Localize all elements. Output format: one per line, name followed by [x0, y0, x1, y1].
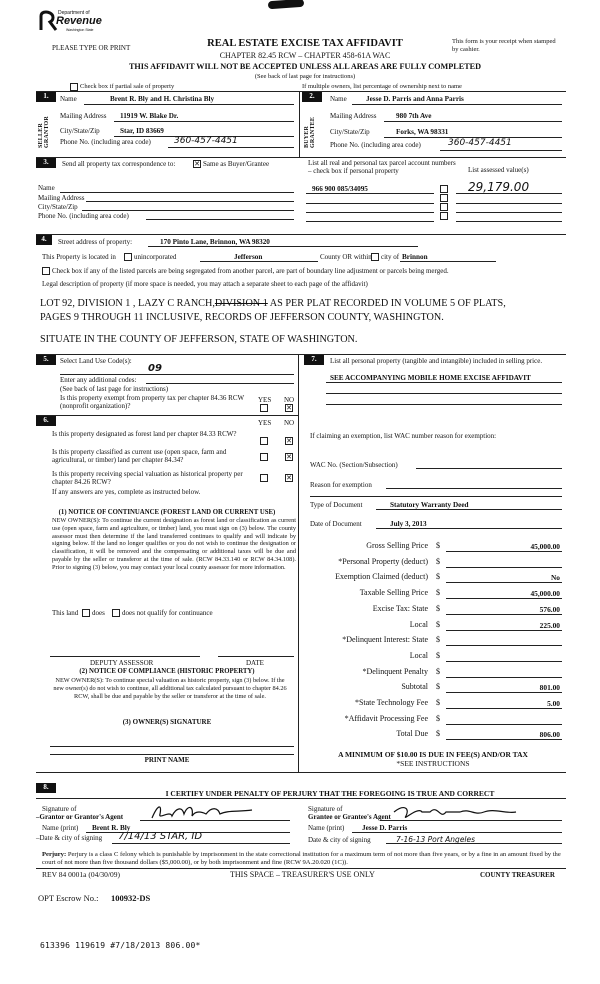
grantor-label-text: Grantor or Grantor's Agent — [39, 813, 124, 821]
logo-state: Washington State — [66, 28, 94, 32]
legal-line-1-a: LOT 92, DIVISION 1 , LAZY C RANCH, — [40, 298, 215, 309]
logo-dept: Department of — [58, 10, 90, 16]
section-4-label: 4. — [36, 235, 52, 245]
unincorporated-checkbox[interactable] — [124, 253, 132, 261]
street-address[interactable]: 170 Pinto Lane, Brinnon, WA 98320 — [160, 238, 270, 246]
seller-city[interactable]: Star, ID 83669 — [120, 127, 164, 135]
grantor-date-city[interactable]: 7/14/13 STAR, ID — [118, 831, 203, 842]
currency-sign: $ — [436, 729, 440, 739]
grantor-date-label: –Date & city of signing — [36, 834, 103, 842]
land-use-code[interactable]: 09 — [148, 363, 162, 374]
parcel-personal-checkbox-3[interactable] — [440, 203, 448, 211]
form-warning: THIS AFFIDAVIT WILL NOT BE ACCEPTED UNLESS ALL AREAS ARE FULLY COMPLETED — [128, 62, 482, 71]
perjury-statement — [42, 851, 564, 867]
calc-value[interactable]: 45,000.00 — [530, 589, 560, 599]
calc-label: Exemption Claimed (deduct) — [335, 572, 428, 582]
seller-phone[interactable]: 360-457-4451 — [174, 136, 238, 146]
currency-sign: $ — [436, 666, 440, 676]
currency-sign: $ — [436, 650, 440, 660]
please-type: PLEASE TYPE OR PRINT — [52, 44, 131, 52]
street-label: Street address of property: — [58, 238, 133, 246]
currency-sign: $ — [436, 635, 440, 645]
buyer-name[interactable]: Jesse D. Parris and Anna Parris — [366, 95, 464, 103]
calc-underline — [446, 708, 562, 709]
calc-label: *State Technology Fee — [354, 698, 428, 707]
seller-city-label: City/State/Zip — [60, 127, 100, 135]
same-as-buyer-label: Same as Buyer/Grantee — [203, 160, 270, 168]
assessed-value-label: List assessed value(s) — [468, 166, 529, 174]
perjury-label: Perjury: — [42, 851, 67, 858]
logo-name: Revenue — [56, 15, 102, 27]
personal-property-label: List all personal property (tangible and intangible) included in selling price. — [330, 357, 543, 365]
parcel-personal-checkbox-2[interactable] — [440, 194, 448, 202]
exempt-yes-checkbox[interactable] — [260, 404, 268, 412]
calc-underline — [446, 677, 562, 678]
escrow-label: OPT Escrow No.: — [38, 893, 99, 903]
dor-logo-icon — [38, 10, 58, 32]
calc-underline — [446, 582, 562, 583]
legal-description-label: Legal description of property (if more space is needed, you may attach a separate sheet to each page of the affidavit) — [42, 280, 368, 288]
currency-sign: $ — [436, 588, 440, 598]
grantee-label: Grantee or Grantee's Agent — [308, 813, 391, 821]
historic-yes-checkbox[interactable] — [260, 474, 268, 482]
legal-line-3: SITUATE IN THE COUNTY OF JEFFERSON, STATE OF WASHINGTON. — [40, 334, 358, 345]
reason-label: Reason for exemption — [310, 481, 372, 489]
buyer-phone-label: Phone No. (including area code) — [330, 141, 421, 149]
doc-date-value[interactable]: July 3, 2013 — [390, 520, 427, 528]
doc-type-value[interactable]: Statutory Warranty Deed — [390, 501, 469, 509]
doc-date-label: Date of Document — [310, 520, 362, 528]
legal-line-1-b: AS PER PLAT RECORDED IN VOLUME 5 OF PLATS, — [269, 298, 506, 309]
currency-sign: $ — [436, 556, 440, 566]
does-checkbox[interactable] — [82, 609, 90, 617]
city-of-label: city of — [381, 253, 400, 261]
legal-line-2: PAGES 9 THROUGH 11 INCLUSIVE, RECORDS OF JEFFERSON COUNTY, WASHINGTON. — [40, 312, 444, 323]
notice2-title: (2) NOTICE OF COMPLIANCE (HISTORIC PROPERTY) — [79, 668, 255, 675]
correspondence-mailing-label: Mailing Address — [38, 194, 85, 202]
calc-label: *Delinquent Interest: State — [342, 635, 428, 645]
section5-see-back: (See back of last page for instructions) — [60, 385, 169, 393]
grantee-date-label: Date & city of signing — [308, 836, 371, 844]
seller-name-label: Name — [60, 95, 77, 103]
city-name[interactable]: Brinnon — [402, 253, 428, 261]
buyer-grantee-label: BUYER GRANTEE — [304, 116, 316, 148]
grantor-label: –Grantor or Grantor's Agent — [36, 813, 124, 821]
grantee-date-city[interactable]: 7-16-13 Port Angeles — [396, 835, 476, 844]
grantee-name-label: Name (print) — [308, 824, 345, 832]
parcel-number[interactable]: 966 900 085/34095 — [312, 185, 368, 193]
unincorporated-label: unincorporated — [134, 253, 177, 261]
exempt-no-checkbox[interactable]: ✕ — [286, 404, 292, 412]
notice1-title: (1) NOTICE OF CONTINUANCE (FOREST LAND OR CURRENT USE) — [58, 509, 276, 516]
calc-label: Gross Selling Price — [366, 541, 428, 550]
dor-logo — [38, 8, 100, 40]
buyer-phone[interactable]: 360-457-4451 — [448, 138, 512, 148]
land-use-label: Select Land Use Code(s): — [60, 357, 132, 365]
current-use-question: Is this property classified as current use (open space, farm and agricultural, or timber) land per chapter 84.34? — [52, 448, 227, 464]
calc-value[interactable]: No — [550, 573, 560, 583]
buyer-city-label: City/State/Zip — [330, 128, 370, 136]
calc-underline — [446, 598, 562, 599]
calc-underline — [446, 567, 562, 568]
deputy-assessor-label: DEPUTY ASSESSOR — [90, 659, 154, 667]
segregation-checkbox[interactable] — [42, 267, 50, 275]
currency-sign: $ — [436, 698, 440, 707]
grantor-date-label-text: Date & city of signing — [39, 834, 103, 842]
calc-underline — [446, 551, 562, 552]
receipt-line: 613396 119619 #7/18/2013 806.00* — [40, 941, 201, 950]
exemption-label: If claiming an exemption, list WAC number reason for exemption: — [310, 432, 497, 440]
parcel-personal-checkbox-4[interactable] — [440, 212, 448, 220]
section-8-label: 8. — [36, 783, 56, 793]
currency-sign: $ — [436, 682, 440, 692]
minimum-note: A MINIMUM OF $10.00 IS DUE IN FEE(S) AND/OR TAX — [338, 750, 528, 759]
forest-land-question: Is this property designated as forest land per chapter 84.33 RCW? — [52, 430, 237, 438]
section5-no: NO — [284, 396, 295, 404]
treasurer-space: THIS SPACE – TREASURER'S USE ONLY — [230, 870, 375, 879]
calc-underline — [446, 724, 562, 725]
calc-underline — [446, 645, 562, 646]
grantee-sig-of: Signature of — [308, 805, 343, 813]
buyer-mailing[interactable]: 980 7th Ave — [396, 112, 432, 120]
parcel-personal-checkbox-1[interactable] — [440, 185, 448, 193]
city-checkbox[interactable] — [371, 253, 379, 261]
see-instructions: *SEE INSTRUCTIONS — [396, 759, 470, 768]
historic-no-checkbox[interactable]: ✕ — [286, 474, 292, 482]
owner-signature-label: (3) OWNER(S) SIGNATURE — [122, 718, 212, 726]
form-chapter: CHAPTER 82.45 RCW – CHAPTER 458-61A WAC — [219, 51, 391, 60]
calc-underline — [446, 692, 562, 693]
section-7-label: 7. — [304, 355, 324, 365]
assessed-value[interactable]: 29,179.00 — [468, 180, 530, 194]
rev-number: REV 84 0001a (04/30/09) — [42, 870, 120, 879]
county-label: County OR within — [320, 253, 372, 261]
parcel-list-label: List all real and personal tax parcel account numbers – check box if personal property — [308, 159, 456, 175]
personal-property-value[interactable]: SEE ACCOMPANYING MOBILE HOME EXCISE AFFIDAVIT — [330, 374, 531, 382]
section5-yes: YES — [258, 396, 272, 404]
partial-sale-label: Check box if partial sale of property — [80, 83, 175, 90]
calc-label: *Personal Property (deduct) — [338, 556, 428, 566]
seller-mailing-label: Mailing Address — [60, 112, 107, 120]
date-label: DATE — [246, 659, 264, 667]
located-label: This Property is located in — [42, 253, 116, 261]
legal-line-1-struck: DIVISION 1 — [214, 298, 268, 309]
buyer-name-label: Name — [330, 95, 347, 103]
calc-underline — [446, 661, 562, 662]
calc-value[interactable]: 801.00 — [539, 683, 560, 693]
currency-sign: $ — [436, 572, 440, 582]
currency-sign: $ — [436, 603, 440, 613]
calc-value[interactable]: 806.00 — [539, 730, 560, 740]
county-name[interactable]: Jefferson — [234, 253, 263, 261]
certify-statement: I CERTIFY UNDER PENALTY OF PERJURY THAT THE FOREGOING IS TRUE AND CORRECT — [165, 789, 495, 798]
calc-label: Local — [409, 619, 428, 629]
section6-yes: YES — [258, 419, 272, 427]
current-use-no-checkbox[interactable]: ✕ — [286, 453, 292, 461]
forest-yes-checkbox[interactable] — [260, 437, 268, 445]
seller-name[interactable]: Brent R. Bly and H. Christina Bly — [110, 95, 215, 103]
same-as-buyer-checkbox[interactable]: ✕ — [194, 160, 200, 168]
wac-label: WAC No. (Section/Subsection) — [310, 461, 398, 469]
grantee-name[interactable]: Jesse D. Parris — [362, 824, 408, 832]
grantor-name[interactable]: Brent R. Bly — [92, 824, 131, 832]
calc-value[interactable]: 225.00 — [539, 620, 560, 630]
calc-label: Local — [409, 650, 428, 660]
section-5-label: 5. — [36, 355, 56, 365]
does-label: does — [92, 609, 105, 617]
calc-label: Taxable Selling Price — [359, 588, 428, 598]
exempt-question: Is this property exempt from property tax per chapter 84.36 RCW (nonprofit organization)? — [60, 394, 244, 410]
grantor-name-label: Name (print) — [42, 824, 79, 832]
multiple-owners-label: If multiple owners, list percentage of ownership next to name — [302, 83, 462, 90]
legal-line-1 — [40, 298, 506, 309]
buyer-mailing-label: Mailing Address — [330, 112, 377, 120]
perjury-text: Perjury is a class C felony which is punishable by imprisonment in the state correctional institution for a maximum term of not more than five years, or by a fine in an amount fixed by the court of not more than five thousand dollars ($5,000.00), or by both imprisonment and fine (RCW 9A.20.020 (1C)). — [42, 851, 561, 866]
calc-label: *Delinquent Penalty — [362, 666, 428, 676]
escrow-number: 100932-DS — [111, 893, 151, 903]
buyer-city[interactable]: Forks, WA 98331 — [396, 128, 449, 136]
section-6-label: 6. — [36, 416, 56, 426]
redaction-mark — [268, 0, 304, 9]
calc-label: *Affidavit Processing Fee — [344, 713, 428, 723]
does-not-checkbox[interactable] — [112, 609, 120, 617]
calc-underline — [446, 630, 562, 631]
county-treasurer: COUNTY TREASURER — [480, 871, 555, 879]
section-2-label: 2. — [302, 92, 322, 102]
forest-no-checkbox[interactable]: ✕ — [286, 437, 292, 445]
calc-underline — [446, 614, 562, 615]
this-land-label: This land — [52, 609, 79, 617]
currency-sign: $ — [436, 541, 440, 550]
current-use-yes-checkbox[interactable] — [260, 453, 268, 461]
correspondence-phone-label: Phone No. (including area code) — [38, 212, 129, 220]
calc-label: Total Due — [396, 729, 428, 739]
form-title: REAL ESTATE EXCISE TAX AFFIDAVIT — [207, 38, 403, 49]
doc-type-label: Type of Document — [310, 501, 363, 509]
partial-sale-checkbox[interactable] — [70, 83, 78, 91]
calc-value[interactable]: 576.00 — [539, 604, 560, 614]
section-3-label: 3. — [36, 158, 56, 168]
section-1-label: 1. — [36, 92, 56, 102]
see-back-note: (See back of last page for instructions) — [254, 73, 356, 80]
currency-sign: $ — [436, 713, 440, 723]
notice1-body: NEW OWNER(S): To continue the current designation as forest land or classification as current use (open space, farm and agriculture, or timber) land, you must sign on (3) below. The county assessor must then determine if the land transferred continues to qualify and will indicate by signing below. If the land no longer qualifies or you do not wish to continue the designation or classification, it will be removed and the compensating or additional taxes will be due and payable by the seller or transferor at the time of sale. (RCW 84.33.140 or RCW 84.34.108). Prior to signing (3) below, you may contact your local county assessor for more information. — [52, 517, 296, 571]
historic-question: Is this property receiving special valuation as historical property per chapter 84.26 RCW? — [52, 470, 243, 486]
section6-no: NO — [284, 419, 295, 427]
does-not-label: does not qualify for continuance — [122, 609, 213, 617]
notice2-body: NEW OWNER(S): To continue special valuation as historic property, sign (3) below. If the new owner(s) do not wish to continue, all additional tax calculated pursuant to chapter 84.26 RCW, shall be due and payable by the seller or transferor at the time of sale. — [53, 677, 287, 700]
currency-sign: $ — [436, 619, 440, 629]
segregation-note: Check box if any of the listed parcels are being segregated from another parcel, are part of boundary line adjustment or parcels being merged. — [52, 267, 449, 275]
yes-note: If any answers are yes, complete as instructed below. — [52, 488, 201, 496]
print-name-label: PRINT NAME — [144, 756, 190, 764]
calc-underline — [446, 739, 562, 740]
correspondence-city-label: City/State/Zip — [38, 203, 78, 211]
seller-phone-label: Phone No. (including area code) — [60, 138, 151, 146]
seller-grantor-label: SELLER GRANTOR — [38, 116, 50, 148]
correspondence-name-label: Name — [38, 184, 55, 192]
calc-label: Excise Tax: State — [372, 603, 428, 613]
additional-codes-label: Enter any additional codes: — [60, 376, 137, 384]
receipt-note: This form is your receipt when stamped by cashier. — [452, 38, 556, 53]
seller-mailing[interactable]: 11919 W. Blake Dr. — [120, 112, 179, 120]
send-correspondence-label: Send all property tax correspondence to: — [62, 160, 176, 168]
calc-label: Subtotal — [401, 682, 428, 692]
calc-value[interactable]: 45,000.00 — [530, 542, 560, 551]
grantor-sig-of: Signature of — [42, 805, 77, 813]
calc-value[interactable]: 5.00 — [547, 699, 560, 708]
